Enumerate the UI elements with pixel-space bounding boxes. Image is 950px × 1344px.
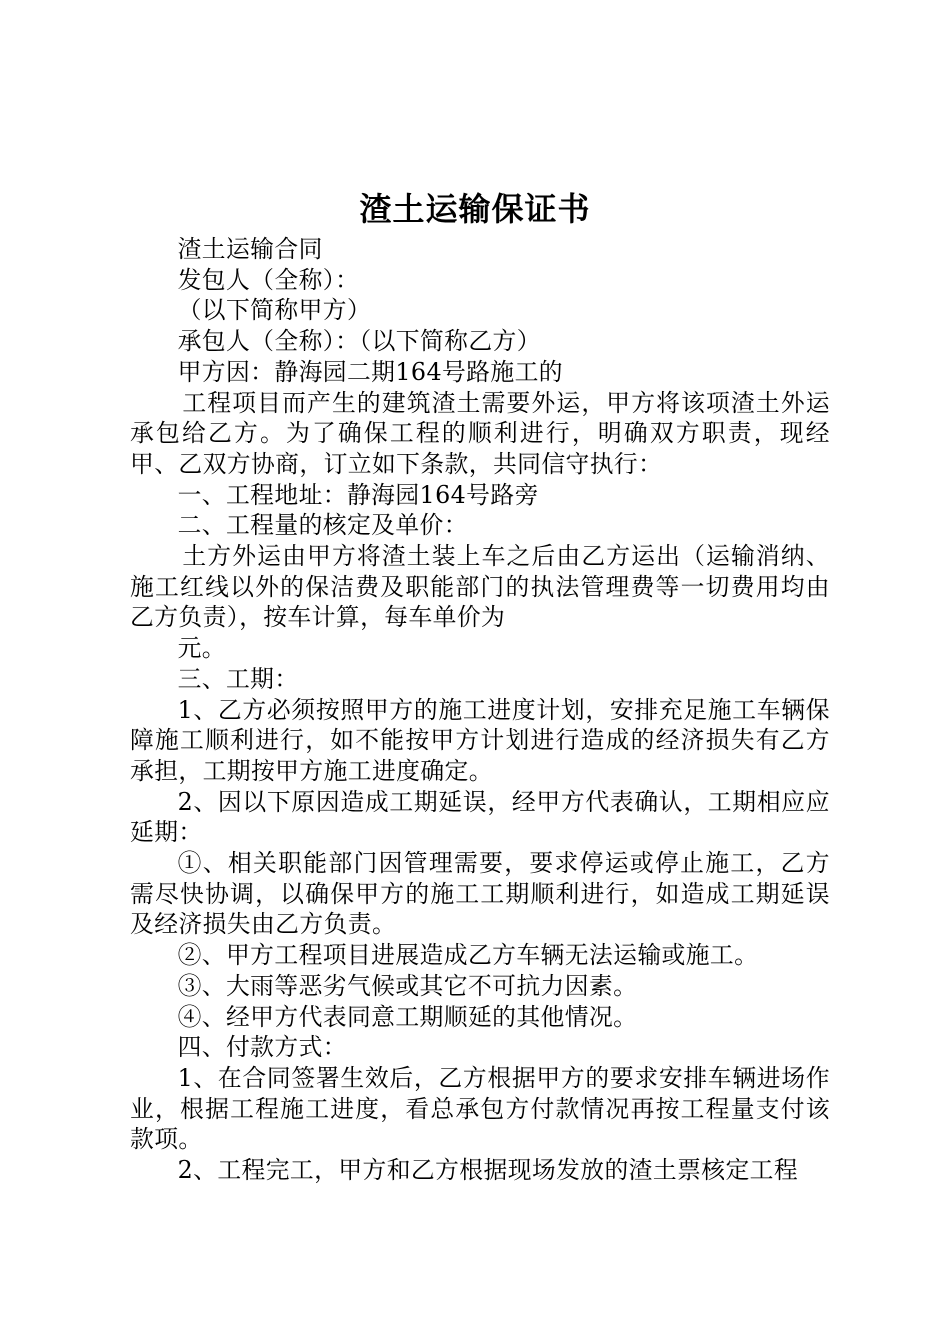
paragraph-delay-reason-2: ②、甲方工程项目进展造成乙方车辆无法运输或施工。 [177,941,759,970]
paragraph-section-3-item-2: 2、因以下原因造成工期延误，经甲方代表确认，工期相应应延期： [130,787,830,847]
paragraph-employer: 发包人（全称）： [177,265,360,294]
paragraph-reason: 甲方因：静海园二期164号路施工的 [177,357,563,386]
paragraph-section-2: 二、工程量的核定及单价： [177,511,468,540]
paragraph-delay-reason-3: ③、大雨等恶劣气候或其它不可抗力因素。 [177,971,638,1000]
paragraph-section-3-item-1: 1、乙方必须按照甲方的施工进度计划，安排充足施工车辆保障施工顺利进行，如不能按甲方计划进行造成的经济损失有乙方承担，工期按甲方施工进度确定。 [130,695,830,785]
paragraph-delay-reason-1: ①、相关职能部门因管理需要，要求停运或停止施工，乙方需尽快协调，以确保甲方的施工工期顺利进行，如造成工期延误及经济损失由乙方负责。 [130,849,830,939]
paragraph-section-2-body: 土方外运由甲方将渣土装上车之后由乙方运出（运输消纳、施工红线以外的保洁费及职能部门的执法管理费等一切费用均由乙方负责），按车计算，每车单价为 [130,542,830,632]
paragraph-section-4-item-1: 1、在合同签署生效后，乙方根据甲方的要求安排车辆进场作业，根据工程施工进度，看总承包方付款情况再按工程量支付该款项。 [130,1063,830,1154]
paragraph-section-4-item-2: 2、工程完工，甲方和乙方根据现场发放的渣土票核定工程 [177,1156,799,1185]
document-title: 渣土运输保证书 [359,190,591,228]
paragraph-contract-name: 渣土运输合同 [177,235,323,263]
paragraph-section-1: 一、工程地址：静海园164号路旁 [177,480,539,509]
paragraph-delay-reason-4: ④、经甲方代表同意工期顺延的其他情况。 [177,1002,638,1031]
paragraph-project-intro: 工程项目而产生的建筑渣土需要外运，甲方将该项渣土外运承包给乙方。为了确保工程的顺利进行，明确双方职责，现经甲、乙双方协商，订立如下条款，共同信守执行： [130,388,830,478]
paragraph-section-4: 四、付款方式： [177,1033,347,1062]
paragraph-contractor: 承包人（全称）：（以下简称乙方） [177,327,541,356]
paragraph-unit-price-yuan: 元。 [177,634,226,663]
paragraph-employer-short: （以下简称甲方） [177,296,372,325]
document-body [130,234,830,1186]
paragraph-section-3: 三、工期： [177,664,299,693]
